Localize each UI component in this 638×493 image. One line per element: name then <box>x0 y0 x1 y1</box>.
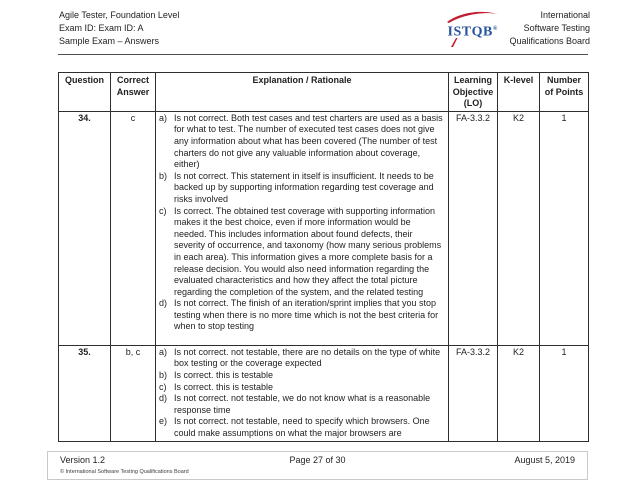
logo-wordmark <box>448 23 498 39</box>
header-left-block <box>59 9 179 48</box>
explanation-item <box>159 347 445 370</box>
page-footer <box>47 451 588 480</box>
k-level: K2 <box>498 345 540 441</box>
col-header-question: Question <box>59 73 111 112</box>
org-line: International <box>540 10 590 20</box>
question-number: 35. <box>59 345 111 441</box>
explanation-item <box>159 298 445 333</box>
option-rationale: Is correct. this is testable <box>174 381 274 392</box>
explanation-item <box>159 206 445 299</box>
correct-answer: b, c <box>111 345 156 441</box>
explanation-cell <box>156 111 449 345</box>
logo-swoosh-icon <box>445 10 499 23</box>
version-label: Version 1.2 <box>60 455 106 465</box>
explanation-cell <box>156 345 449 441</box>
istqb-logo <box>444 10 500 48</box>
date-label: August 5, 2019 <box>514 455 575 465</box>
org-line: Qualifications Board <box>509 36 590 46</box>
answers-table <box>58 72 589 442</box>
option-rationale: Is correct. this is testable <box>174 369 274 380</box>
table-header-row <box>59 73 589 112</box>
learning-objective: FA-3.3.2 <box>449 345 498 441</box>
page-number: Page 27 of 30 <box>289 455 346 465</box>
logo-text: ISTQB <box>447 24 493 40</box>
explanation-item <box>159 171 445 206</box>
table-row <box>59 111 589 345</box>
option-letter: b) <box>159 369 168 380</box>
org-name-block <box>509 9 590 48</box>
option-letter: b) <box>159 170 168 181</box>
option-letter: d) <box>159 393 168 404</box>
header-right-block <box>444 9 590 48</box>
explanation-item <box>159 113 445 171</box>
col-header-learning-objective: Learning Objective (LO) <box>449 73 498 112</box>
explanation-item <box>159 393 445 416</box>
doc-subtitle-line: Sample Exam – Answers <box>59 36 160 46</box>
option-letter: a) <box>159 346 168 357</box>
k-level: K2 <box>498 111 540 345</box>
option-letter: c) <box>159 381 167 392</box>
option-rationale: Is not correct. not testable, need to specify which browsers. One could make assumptions on what the major browsers are <box>174 416 430 438</box>
doc-title-line: Agile Tester, Foundation Level <box>59 10 180 20</box>
col-header-correct-answer: Correct Answer <box>111 73 156 112</box>
col-header-points: Number of Points <box>540 73 589 112</box>
option-rationale: Is correct. The obtained test coverage with supporting information makes it the best choice, even if more information would be needed. This includes information about found defects, their severity of occurrence, and taxonomy (how many serious problems in each area). This information gives a more complete basis for a release decision. You would also need information regarding the evaluated characteristics and how they affect the total picture regarding the completion of the system, and the related testing <box>174 205 442 297</box>
learning-objective: FA-3.3.2 <box>449 111 498 345</box>
option-rationale: Is not correct. This statement in itself is insufficient. It needs to be backed up by supporting information regarding test coverage and risks involved <box>174 170 434 204</box>
header-divider <box>58 54 588 55</box>
exam-id-line: Exam ID: Exam ID: A <box>59 23 144 33</box>
footer-row <box>48 452 587 466</box>
option-rationale: Is not correct. The finish of an iteration/sprint implies that you stop testing when there is no more time which is not the best criteria for when to stop testing <box>174 298 439 332</box>
option-rationale: Is not correct. not testable, we do not know what is a reasonable response time <box>174 393 431 415</box>
col-header-k-level: K-level <box>498 73 540 112</box>
points: 1 <box>540 345 589 441</box>
option-rationale: Is not correct. Both test cases and test charters are used as a basis for what to test. The number of executed test cases does not give any information about what has been covered (The number of test charters do not give any valuable information about coverage, either) <box>174 112 443 170</box>
points: 1 <box>540 111 589 345</box>
table-row <box>59 345 589 441</box>
option-letter: c) <box>159 205 167 216</box>
explanation-item <box>159 416 445 439</box>
option-letter: e) <box>159 416 168 427</box>
logo-tail-icon <box>445 38 499 47</box>
explanation-item <box>159 382 445 394</box>
question-number: 34. <box>59 111 111 345</box>
correct-answer: c <box>111 111 156 345</box>
col-header-explanation: Explanation / Rationale <box>156 73 449 112</box>
copyright-notice: © International Software Testing Qualifications Board <box>60 469 189 475</box>
explanation-item <box>159 370 445 382</box>
page-header <box>59 9 590 48</box>
option-letter: d) <box>159 298 168 309</box>
option-rationale: Is not correct. not testable, there are no details on the type of white box testing or the coverage expected <box>174 346 441 369</box>
option-letter: a) <box>159 112 168 123</box>
org-line: Software Testing <box>523 23 590 33</box>
registered-mark: ® <box>492 25 498 32</box>
